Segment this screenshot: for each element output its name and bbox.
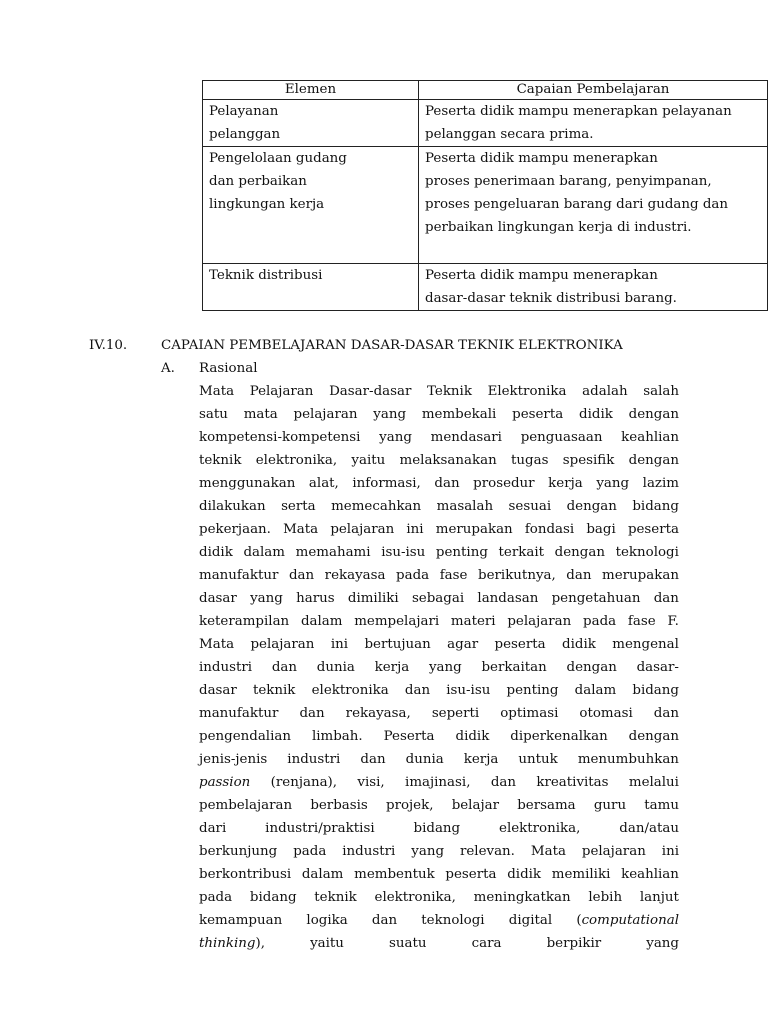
word: isu-isu xyxy=(446,683,491,698)
word: kreativitas xyxy=(536,775,609,790)
paragraph-line xyxy=(199,886,679,909)
word: penting xyxy=(435,545,488,560)
table-row xyxy=(203,100,768,147)
word: visi, xyxy=(357,775,385,790)
capaian-line: Peserta didik mampu menerapkan xyxy=(425,268,658,283)
header-elemen: Elemen xyxy=(203,81,419,100)
paragraph-line xyxy=(199,518,679,541)
word: peserta xyxy=(445,867,497,882)
word: bertujuan xyxy=(364,637,431,652)
word: digital xyxy=(508,913,553,928)
elemen-line: Pelayanan xyxy=(209,104,279,119)
word: kompetensi-kompetensi xyxy=(199,430,361,445)
word: bagi xyxy=(586,522,616,537)
word: mata xyxy=(243,407,278,422)
word: dan xyxy=(371,913,398,928)
word: ini xyxy=(330,637,349,652)
word: melalui xyxy=(628,775,679,790)
word: dan xyxy=(360,752,386,767)
word: pengendalian xyxy=(199,729,291,744)
word: dan xyxy=(271,660,297,675)
paragraph-line xyxy=(199,541,679,564)
word: Pelajaran xyxy=(249,384,314,399)
paragraph-line xyxy=(199,909,679,932)
word: isu-isu xyxy=(381,545,426,560)
word: dilakukan xyxy=(199,499,266,514)
elemen-line: pelanggan xyxy=(209,127,281,142)
word: elektronika xyxy=(311,683,389,698)
word: berbasis xyxy=(310,798,368,813)
capaian-line: proses penerimaan barang, penyimpanan, xyxy=(425,174,712,189)
word: berkontribusi xyxy=(199,867,292,882)
word: pada xyxy=(583,614,617,629)
word: F. xyxy=(667,614,679,629)
word: lazim xyxy=(642,476,679,491)
word: elektronika, xyxy=(255,453,338,468)
word: peserta xyxy=(512,407,564,422)
subsection-letter: A. xyxy=(161,361,175,376)
paragraph-line xyxy=(199,725,679,748)
word: menumbuhkan xyxy=(577,752,679,767)
capaian-cell xyxy=(419,264,768,311)
word: pelajaran xyxy=(330,522,395,537)
elemen-cell xyxy=(203,147,419,264)
elemen-line: Teknik distribusi xyxy=(209,268,323,283)
paragraph-line xyxy=(199,702,679,725)
word: diperkenalkan xyxy=(510,729,608,744)
word: memecahkan xyxy=(331,499,422,514)
word: mengenal xyxy=(612,637,679,652)
section-number: IV.10. xyxy=(89,338,128,353)
word: informasi, xyxy=(352,476,421,491)
word: memiliki xyxy=(551,867,611,882)
word: yaitu xyxy=(310,936,344,951)
word: seperti xyxy=(431,706,480,721)
word: ini xyxy=(406,522,424,537)
word: satu xyxy=(199,407,228,422)
capaian-line: pelanggan secara prima. xyxy=(425,127,594,142)
paragraph-line xyxy=(199,840,679,863)
paragraph-line xyxy=(199,472,679,495)
word: dan/atau xyxy=(619,821,679,836)
word: pada xyxy=(396,568,430,583)
word: dan xyxy=(299,706,325,721)
word: pelajaran xyxy=(293,407,358,422)
word: mempelajari xyxy=(354,614,440,629)
word: membekali xyxy=(421,407,497,422)
word: dan xyxy=(653,591,679,606)
table-row xyxy=(203,264,768,311)
paragraph-line xyxy=(199,633,679,656)
word: jenis-jenis xyxy=(199,752,268,767)
word: pekerjaan. xyxy=(199,522,271,537)
word: keterampilan xyxy=(199,614,290,629)
word: pada xyxy=(199,890,233,905)
word: menggunakan xyxy=(199,476,296,491)
table-row xyxy=(203,147,768,264)
table-header-row xyxy=(203,81,768,100)
paragraph-line xyxy=(199,748,679,771)
word: yang xyxy=(428,660,462,675)
word: peserta xyxy=(627,522,679,537)
word: bidang xyxy=(632,683,679,698)
word: otomasi xyxy=(579,706,633,721)
word: rekayasa xyxy=(324,568,386,583)
word: berpikir xyxy=(546,936,602,951)
word: dasar xyxy=(199,683,237,698)
elemen-cell xyxy=(203,100,419,147)
word: kerja xyxy=(548,476,583,491)
word: materi xyxy=(450,614,496,629)
elemen-line: Pengelolaan gudang xyxy=(209,151,347,166)
word: industri/praktisi xyxy=(265,821,375,836)
paragraph-line xyxy=(199,771,679,794)
word: merupakan xyxy=(435,522,513,537)
word: yang xyxy=(373,407,407,422)
word: terkait xyxy=(498,545,545,560)
word: peserta xyxy=(494,637,546,652)
word: industri xyxy=(287,752,341,767)
word: optimasi xyxy=(500,706,559,721)
word: dengan xyxy=(628,729,679,744)
word: dasar xyxy=(199,591,237,606)
word: untuk xyxy=(518,752,558,767)
word: teknologi xyxy=(615,545,679,560)
word: sebagai xyxy=(411,591,465,606)
elemen-line: dan perbaikan xyxy=(209,174,307,189)
word: passion xyxy=(199,775,251,790)
word: penting xyxy=(506,683,559,698)
word: fondasi xyxy=(524,522,575,537)
word: yang xyxy=(411,844,445,859)
word: dunia xyxy=(316,660,355,675)
paragraph-line xyxy=(199,679,679,702)
word: thinking), xyxy=(199,936,265,951)
word: (renjana), xyxy=(270,775,338,790)
word: teknik xyxy=(199,453,242,468)
word: memahami xyxy=(295,545,371,560)
word: elektronika, xyxy=(374,890,456,905)
capaian-cell xyxy=(419,100,768,147)
word: didik xyxy=(579,407,613,422)
word: kemampuan xyxy=(199,913,283,928)
word: lebih xyxy=(588,890,623,905)
word: bidang xyxy=(249,890,297,905)
paragraph-line xyxy=(199,403,679,426)
paragraph-line xyxy=(199,656,679,679)
word: relevan. xyxy=(459,844,515,859)
word: Mata xyxy=(283,522,319,537)
word: didik xyxy=(455,729,490,744)
word: dan xyxy=(288,568,315,583)
word: dan xyxy=(434,476,460,491)
word: keahlian xyxy=(621,430,679,445)
word: teknik xyxy=(252,683,296,698)
word: manufaktur xyxy=(199,706,279,721)
word: projek, xyxy=(386,798,434,813)
word: dan xyxy=(490,775,516,790)
word: dengan xyxy=(566,660,617,675)
word: dengan xyxy=(628,453,679,468)
word: salah xyxy=(643,384,679,399)
paragraph-line xyxy=(199,426,679,449)
word: logika xyxy=(306,913,348,928)
word: penguasaan xyxy=(520,430,603,445)
word: suatu xyxy=(389,936,427,951)
word: pelajaran xyxy=(250,637,315,652)
word: belajar xyxy=(451,798,499,813)
capaian-cell xyxy=(419,147,768,264)
word: yang xyxy=(250,591,283,606)
word: bersama xyxy=(517,798,576,813)
word: Elektronika xyxy=(487,384,567,399)
word: melaksanakan xyxy=(399,453,497,468)
word: dan xyxy=(653,706,679,721)
word: Mata xyxy=(199,384,235,399)
paragraph-line xyxy=(199,495,679,518)
word: didik xyxy=(199,545,233,560)
word: berkunjung xyxy=(199,844,278,859)
word: Peserta xyxy=(383,729,435,744)
word: pelajaran xyxy=(581,844,646,859)
paragraph-line xyxy=(199,794,679,817)
word: (computational xyxy=(576,913,679,928)
word: agar xyxy=(447,637,479,652)
paragraph-line xyxy=(199,564,679,587)
word: bidang xyxy=(413,821,461,836)
word: serta xyxy=(281,499,316,514)
word: ini xyxy=(661,844,679,859)
word: kerja xyxy=(463,752,499,767)
word: cara xyxy=(471,936,502,951)
word: tamu xyxy=(644,798,679,813)
word: merupakan xyxy=(602,568,679,583)
word: dengan xyxy=(628,407,679,422)
word: industri xyxy=(342,844,396,859)
rasional-paragraph xyxy=(199,380,679,955)
word: Mata xyxy=(530,844,566,859)
word: dalam xyxy=(301,867,344,882)
word: pelajaran xyxy=(507,614,572,629)
word: teknologi xyxy=(421,913,485,928)
elemen-cell xyxy=(203,264,419,311)
word: pembelajaran xyxy=(199,798,293,813)
capaian-line: perbaikan lingkungan kerja di industri. xyxy=(425,220,692,235)
section-title: CAPAIAN PEMBELAJARAN DASAR-DASAR TEKNIK ELEKTRONIKA xyxy=(161,338,623,353)
word: teknik xyxy=(314,890,357,905)
word: kerja xyxy=(374,660,410,675)
word: dari xyxy=(199,821,227,836)
word: industri xyxy=(199,660,253,675)
word: lanjut xyxy=(639,890,679,905)
word: didik xyxy=(562,637,596,652)
capaian-line: proses pengeluaran barang dari gudang dan xyxy=(425,197,729,212)
paragraph-line xyxy=(199,932,679,955)
word: manufaktur xyxy=(199,568,279,583)
word: elektronika, xyxy=(499,821,581,836)
word: meningkatkan xyxy=(473,890,571,905)
capaian-table xyxy=(202,80,768,311)
word: dalam xyxy=(300,614,343,629)
word: limbah. xyxy=(311,729,363,744)
word: pada xyxy=(293,844,327,859)
subsection-title: Rasional xyxy=(199,361,258,376)
paragraph-line xyxy=(199,817,679,840)
word: landasan xyxy=(477,591,539,606)
capaian-line: Peserta didik mampu menerapkan xyxy=(425,151,658,166)
word: mendasari xyxy=(430,430,502,445)
word: rekayasa, xyxy=(345,706,411,721)
word: didik xyxy=(507,867,542,882)
word: sesuai xyxy=(508,499,552,514)
paragraph-line xyxy=(199,610,679,633)
word: prosedur xyxy=(473,476,535,491)
word: dunia xyxy=(405,752,444,767)
word: yang xyxy=(596,476,630,491)
word: dalam xyxy=(243,545,285,560)
word: Dasar-dasar xyxy=(329,384,412,399)
paragraph-line xyxy=(199,380,679,403)
capaian-line: Peserta didik mampu menerapkan pelayanan xyxy=(425,104,732,119)
word: dan xyxy=(566,568,592,583)
paragraph-line xyxy=(199,587,679,610)
word: pengetahuan xyxy=(551,591,641,606)
word: membentuk xyxy=(354,867,435,882)
word: yaitu xyxy=(351,453,386,468)
capaian-line: dasar-dasar teknik distribusi barang. xyxy=(425,291,677,306)
paragraph-line xyxy=(199,863,679,886)
word: spesifik xyxy=(562,453,615,468)
word: bidang xyxy=(632,499,679,514)
word: yang xyxy=(646,936,679,951)
paragraph-line xyxy=(199,449,679,472)
word: guru xyxy=(593,798,627,813)
word: dasar- xyxy=(636,660,679,675)
word: berikutnya, xyxy=(478,568,556,583)
word: fase xyxy=(627,614,656,629)
word: fase xyxy=(439,568,468,583)
word: dengan xyxy=(566,499,617,514)
word: tugas xyxy=(511,453,549,468)
word: dan xyxy=(404,683,431,698)
word: dalam xyxy=(574,683,617,698)
word: keahlian xyxy=(621,867,679,882)
header-capaian: Capaian Pembelajaran xyxy=(419,81,768,100)
word: imajinasi, xyxy=(405,775,471,790)
word: dengan xyxy=(554,545,605,560)
word: masalah xyxy=(436,499,494,514)
word: harus xyxy=(296,591,335,606)
word: yang xyxy=(379,430,412,445)
word: adalah xyxy=(582,384,628,399)
elemen-line: lingkungan kerja xyxy=(209,197,325,212)
word: Mata xyxy=(199,637,235,652)
word: Teknik xyxy=(427,384,472,399)
word: berkaitan xyxy=(481,660,547,675)
word: dimiliki xyxy=(347,591,399,606)
word: alat, xyxy=(308,476,339,491)
